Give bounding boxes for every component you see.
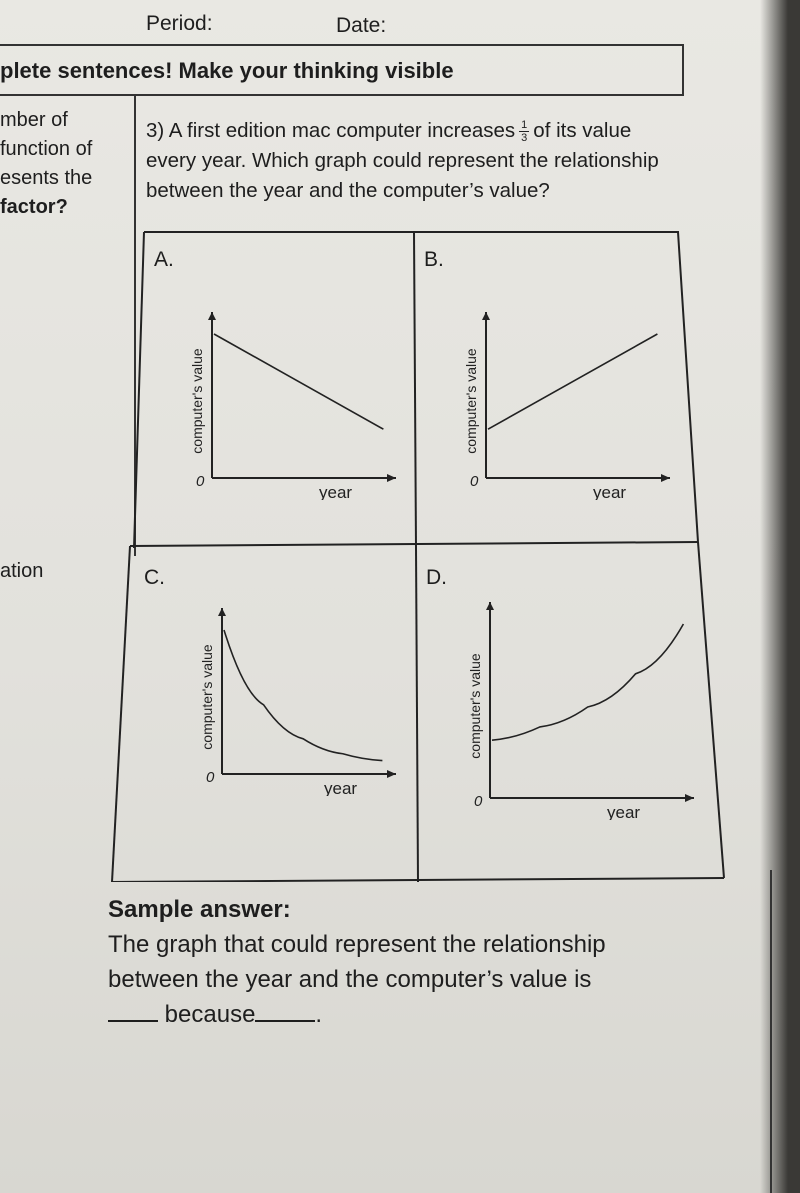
x-axis-arrow [685,794,694,802]
x-axis-label: year [593,483,627,500]
background-edge [760,0,800,1193]
because-word: because [164,1001,256,1028]
origin-label: 0 [474,793,483,810]
y-axis-label: computer's value [467,653,483,759]
y-axis-label: computer's value [463,348,479,454]
answer-blank-choice[interactable] [108,1000,158,1022]
fraction-numerator: 1 [521,119,528,132]
option-b-label: B. [424,248,444,271]
left-lower-fragment: ation [0,560,44,582]
graph-curve [224,630,382,761]
option-c-label: C. [144,566,165,589]
y-axis-arrow [208,312,216,320]
fraction-denominator: 3 [521,132,528,145]
graph-curve [492,624,683,740]
x-axis-arrow [661,474,670,482]
x-axis-arrow [387,474,396,482]
option-a-label: A. [154,248,174,271]
origin-label: 0 [206,769,215,786]
left-line-4: factor? [0,196,68,218]
y-axis-arrow [486,602,494,610]
page-edge-line [770,870,772,1193]
x-axis-arrow [387,770,396,778]
sample-answer-title: Sample answer: [108,896,291,923]
date-label: Date: [336,14,387,37]
graph-curve [488,334,657,429]
fraction [519,119,529,144]
sample-answer-line-1: The graph that could represent the relationship [108,931,606,958]
option-d-label: D. [426,566,447,589]
graph-curve [214,334,383,429]
origin-label: 0 [470,473,479,490]
left-line-2: function of [0,138,93,160]
graph-a [176,300,406,500]
sample-answer [108,892,748,1032]
y-axis-label: computer's value [189,348,205,454]
graph-b [450,300,680,500]
question-text-before: 3) A first edition mac computer increases [146,119,516,142]
previous-question-fragment [0,106,92,222]
left-line-1: mber of [0,109,68,131]
y-axis-arrow [482,312,490,320]
origin-label: 0 [196,473,205,490]
period-mark: . [315,1001,323,1028]
y-axis-arrow [218,608,226,616]
y-axis-label: computer's value [199,644,215,750]
sample-answer-line-2: between the year and the computer’s value is [108,966,592,993]
x-axis-label: year [324,779,358,796]
x-axis-label: year [607,803,641,820]
instructions-text: plete sentences! Make your thinking visible [0,58,454,83]
graph-d [454,590,704,820]
sample-answer-line-3 [108,997,748,1032]
question-text [146,116,686,206]
answer-blank-reason[interactable] [255,1000,315,1022]
question-text-after: of its value every year. Which graph could represent the relationship between the year and the computer’s value? [146,119,659,202]
period-label: Period: [146,12,213,35]
left-line-3: esents the [0,167,93,189]
graph-c [186,596,406,796]
x-axis-label: year [319,483,353,500]
